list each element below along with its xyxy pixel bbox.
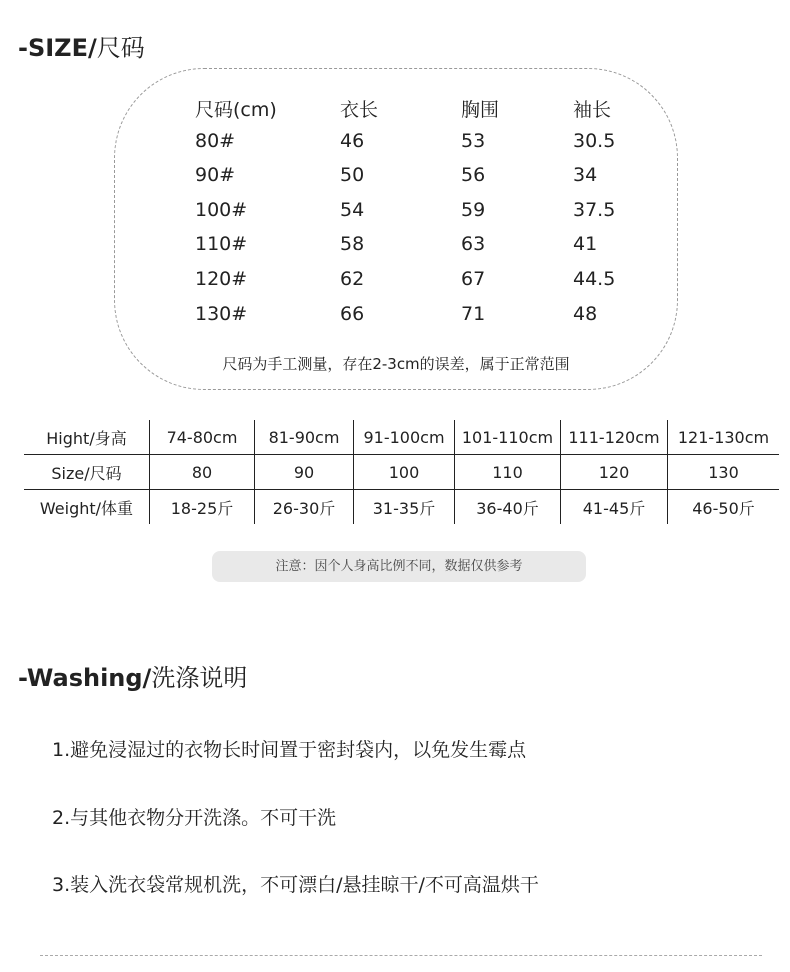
table-cell: 120 [561,455,668,490]
table-cell: 130 [668,455,780,490]
table-cell: 44.5 [573,267,616,290]
table-cell: 41 [573,233,598,256]
table-cell: 37.5 [573,198,616,221]
table-cell: 50 [340,164,365,187]
table-cell: 48 [573,302,598,325]
table-cell: 90 [255,455,354,490]
table-cell: 46-50斤 [668,490,780,525]
table-cell: 110# [195,233,248,256]
header-size: 尺码(cm) [195,99,277,121]
size-section-title [18,28,145,63]
table-cell: 26-30斤 [255,490,354,525]
table-cell: 46 [340,129,365,152]
table-cell: 56 [461,164,486,187]
row-label-size: Size/尺码 [24,455,150,490]
size-title-zh: 尺码 [96,34,145,62]
header-length: 衣长 [340,99,379,121]
table-cell: 30.5 [573,129,616,152]
bottom-divider [40,955,762,956]
table-cell: 67 [461,267,486,290]
table-cell: 100# [195,198,248,221]
size-chart-box [114,68,678,390]
row-label-weight: Weight/体重 [39,498,134,518]
height-weight-table [24,420,779,524]
table-cell: 110 [455,455,561,490]
table-cell: 120# [195,267,248,290]
table-cell: 121-130cm [668,420,780,455]
washing-instruction-3: 3.装入洗衣袋常规机洗，不可漂白/悬挂晾干/不可高温烘干 [52,874,539,896]
header-sleeve: 袖长 [573,99,612,121]
table-cell: 91-100cm [354,420,455,455]
table-row [24,420,779,455]
table-cell: 74-80cm [150,420,255,455]
table-row [24,455,779,490]
reference-notice: 注意：因个人身高比例不同，数据仅供参考 [212,551,586,582]
table-cell: 90# [195,164,236,187]
washing-instruction-1: 1.避免浸湿过的衣物长时间置于密封袋内，以免发生霉点 [52,739,527,761]
table-cell: 59 [461,198,486,221]
table-cell: 80# [195,129,236,152]
table-cell: 34 [573,164,598,187]
table-row [24,490,779,525]
row-label-height: Hight/身高 [46,428,127,448]
washing-title-zh: 洗涤说明 [151,664,248,692]
table-cell: 130# [195,302,248,325]
table-cell: 53 [461,129,486,152]
measurement-note: 尺码为手工测量，存在2-3cm的误差，属于正常范围 [222,355,570,373]
table-cell: 66 [340,302,365,325]
washing-instruction-2: 2.与其他衣物分开洗涤。不可干洗 [52,807,337,829]
table-cell: 54 [340,198,365,221]
table-cell: 101-110cm [455,420,561,455]
table-cell: 81-90cm [255,420,354,455]
table-cell: 80 [150,455,255,490]
table-cell: 100 [354,455,455,490]
table-cell: 41-45斤 [561,490,668,525]
table-cell: 58 [340,233,365,256]
table-cell: 18-25斤 [150,490,255,525]
table-cell: 63 [461,233,486,256]
table-cell: 31-35斤 [354,490,455,525]
size-title-en: -SIZE/ [18,34,97,62]
header-chest: 胸围 [461,99,500,121]
table-cell: 62 [340,267,365,290]
table-cell: 71 [461,302,486,325]
table-cell: 36-40斤 [455,490,561,525]
table-cell: 111-120cm [561,420,668,455]
washing-section-title [18,658,247,693]
washing-title-en: -Washing/ [18,664,152,692]
